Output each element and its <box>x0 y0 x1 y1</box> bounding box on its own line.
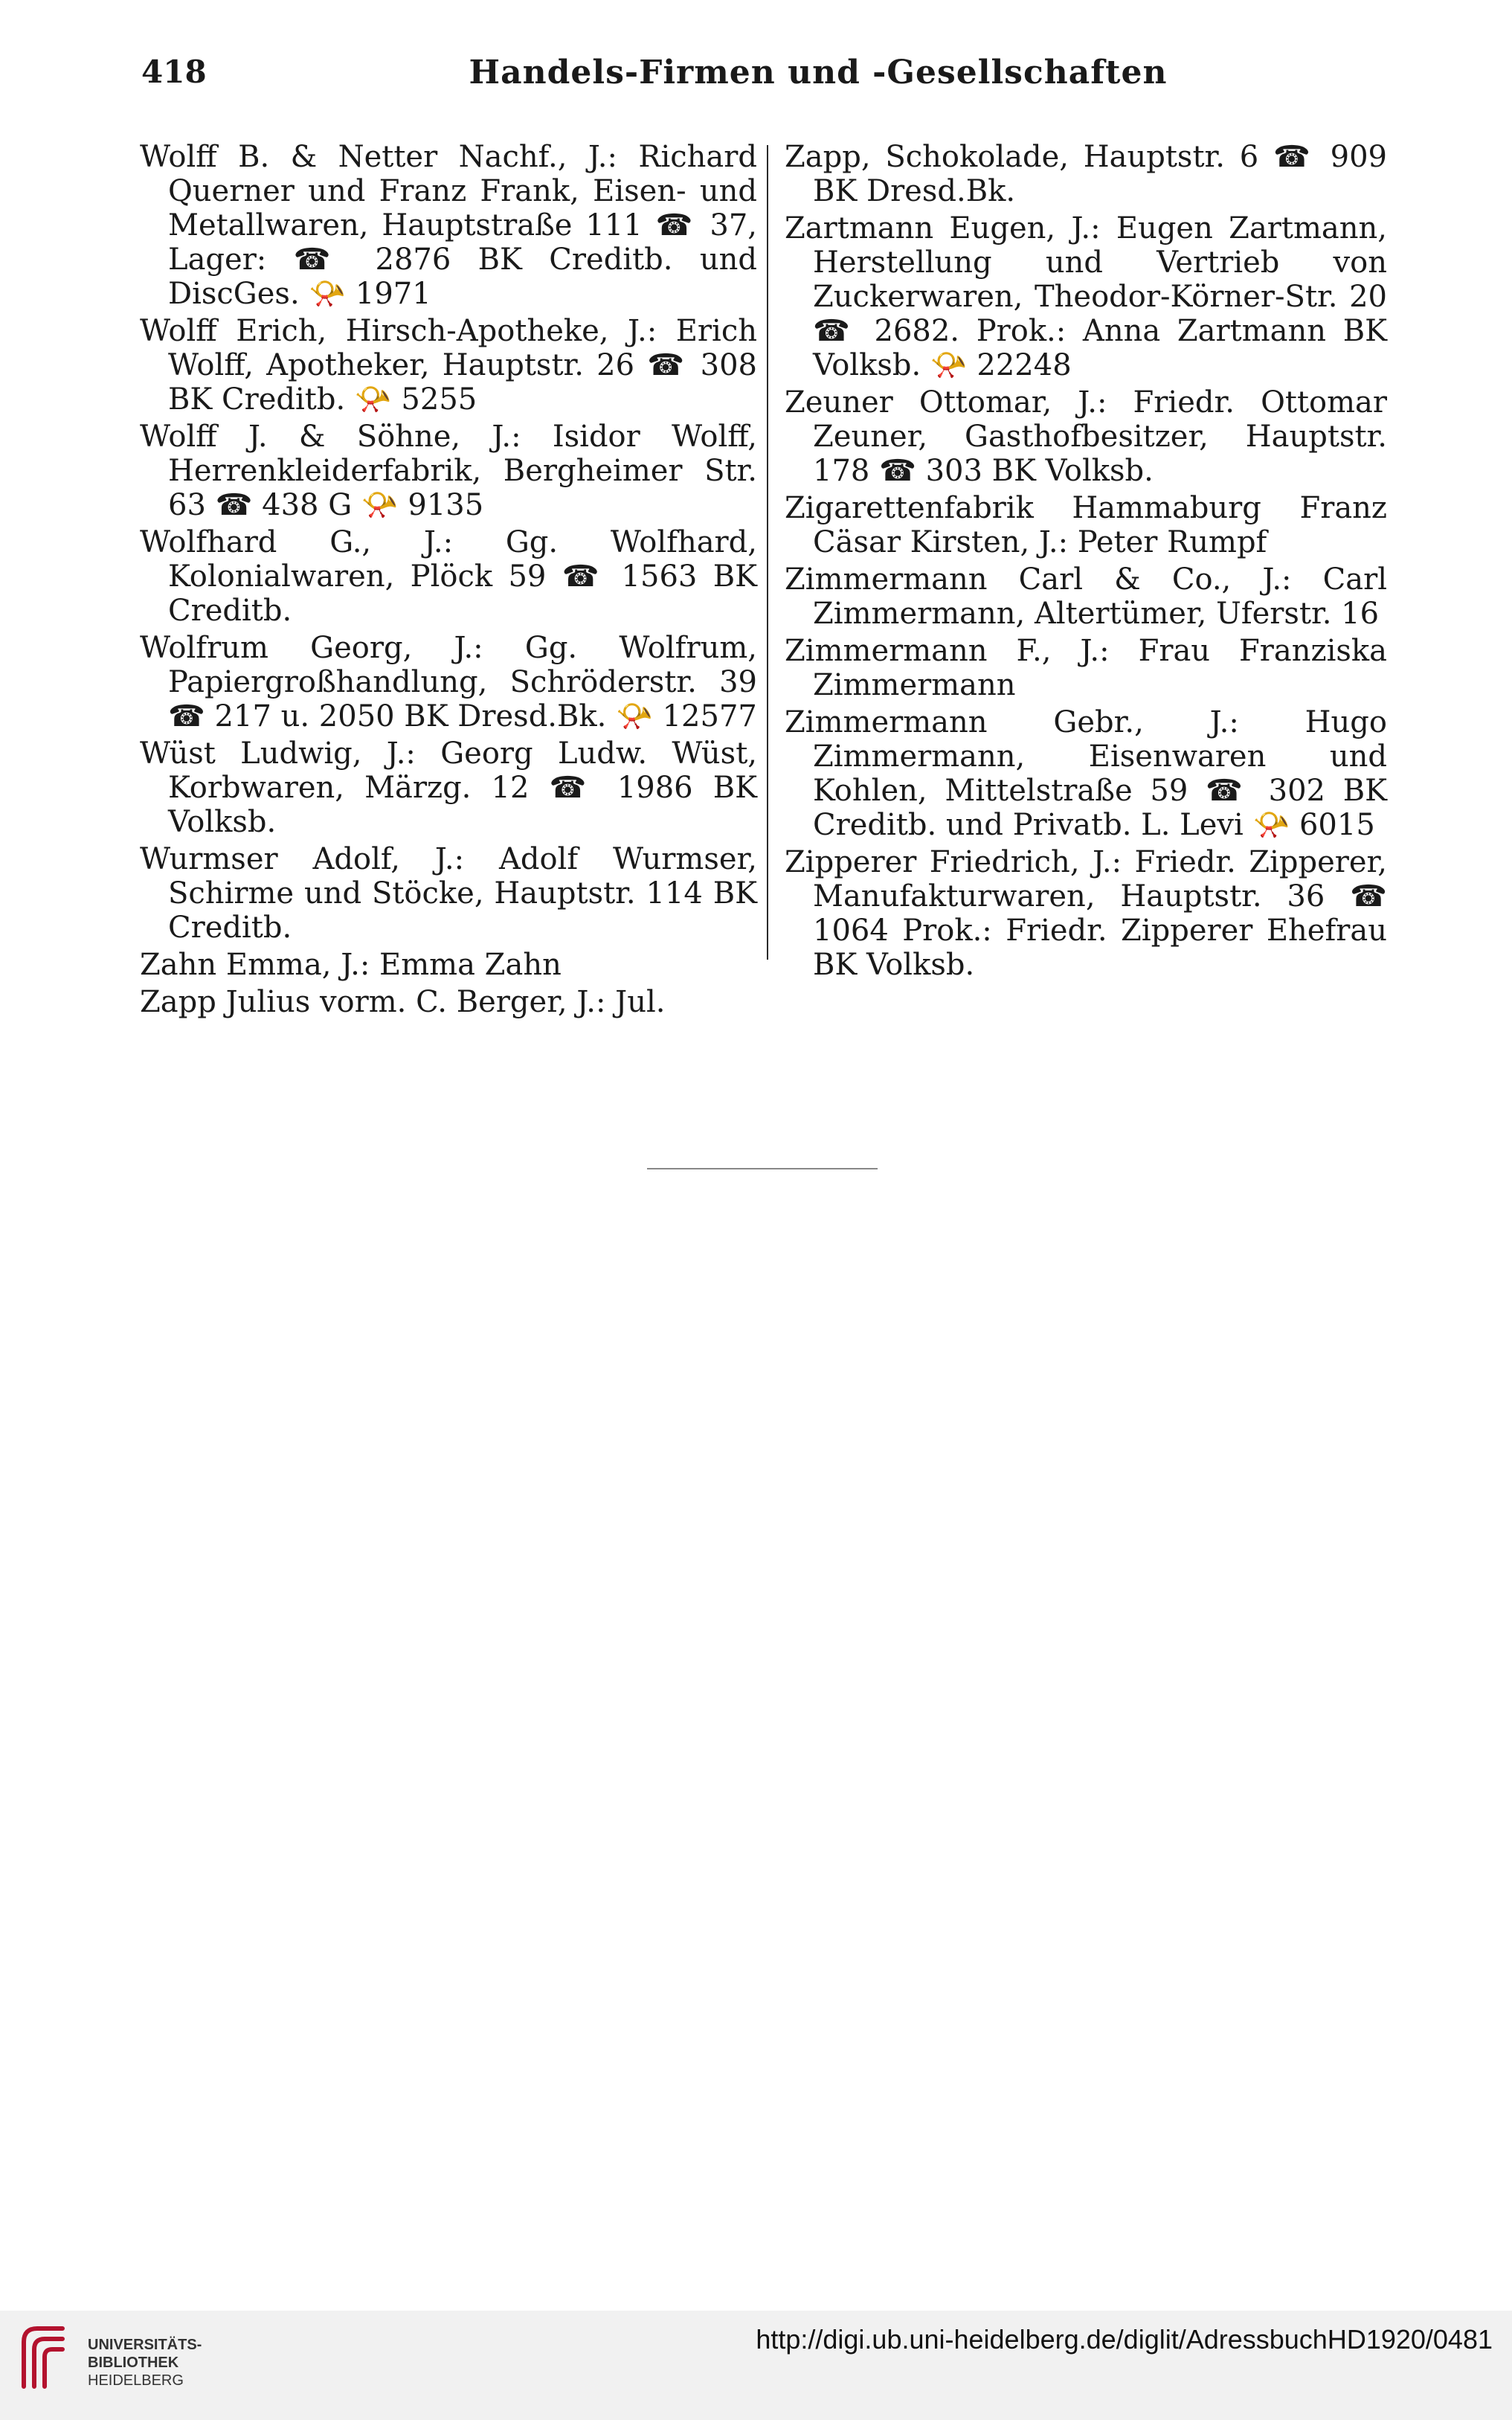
directory-entry: Zeuner Ottomar, J.: Friedr. Ottomar Zeuner, Gasthofbesitzer, Hauptstr. 178 ☎ 303 BK Volksb. <box>785 385 1387 488</box>
library-name-line: HEIDELBERG <box>88 2372 184 2389</box>
page-end-rule <box>647 1168 878 1169</box>
directory-entry: Zipperer Friedrich, J.: Friedr. Zipperer, Manufakturwaren, Hauptstr. 36 ☎ 1064 Prok.: Friedr. Zipperer Ehefrau BK Volksb. <box>785 845 1387 982</box>
library-name-line: UNIVERSITÄTS- <box>88 2337 202 2353</box>
directory-entry: Zapp, Schokolade, Hauptstr. 6 ☎ 909 BK Dresd.Bk. <box>785 140 1387 208</box>
directory-entry: Zigarettenfabrik Hammaburg Franz Cäsar Kirsten, J.: Peter Rumpf <box>785 491 1387 559</box>
directory-entry: Zimmermann Gebr., J.: Hugo Zimmermann, Eisenwaren und Kohlen, Mittelstraße 59 ☎ 302 BK Creditb. und Privatb. L. Levi 📯 6015 <box>785 705 1387 842</box>
right-column <box>785 140 1387 985</box>
column-divider <box>767 145 768 960</box>
directory-entry: Zartmann Eugen, J.: Eugen Zartmann, Herstellung und Vertrieb von Zuckerwaren, Theodor-Körner-Str. 20 ☎ 2682. Prok.: Anna Zartmann BK Volksb. 📯 22248 <box>785 211 1387 382</box>
directory-entry: Wolfhard G., J.: Gg. Wolfhard, Kolonialwaren, Plöck 59 ☎ 1563 BK Creditb. <box>140 525 757 628</box>
directory-entry: Wolfrum Georg, J.: Gg. Wolfrum, Papiergroßhandlung, Schröderstr. 39 ☎ 217 u. 2050 BK Dresd.Bk. 📯 12577 <box>140 631 757 734</box>
directory-entry: Wüst Ludwig, J.: Georg Ludw. Wüst, Korbwaren, Märzg. 12 ☎ 1986 BK Volksb. <box>140 736 757 839</box>
directory-entry: Wurmser Adolf, J.: Adolf Wurmser, Schirme und Stöcke, Hauptstr. 114 BK Creditb. <box>140 842 757 945</box>
directory-entry: Zahn Emma, J.: Emma Zahn <box>140 948 562 982</box>
directory-entry: Zapp Julius vorm. C. Berger, J.: Jul. <box>140 985 666 1019</box>
library-name-line: BIBLIOTHEK <box>88 2355 179 2371</box>
library-name <box>88 2336 202 2389</box>
directory-entry: Zimmermann F., J.: Frau Franziska Zimmermann <box>785 634 1387 702</box>
directory-entry: Zimmermann Carl & Co., J.: Carl Zimmermann, Altertümer, Uferstr. 16 <box>785 562 1387 631</box>
running-title: Handels-Firmen und -Gesellschaften <box>469 54 1168 92</box>
source-url-link[interactable]: http://digi.ub.uni-heidelberg.de/diglit/AdressbuchHD1920/0481 <box>756 2324 1493 2355</box>
directory-entry: Wolff Erich, Hirsch-Apotheke, J.: Erich Wolff, Apotheker, Hauptstr. 26 ☎ 308 BK Creditb. 📯 5255 <box>140 314 757 417</box>
left-column <box>140 140 757 1022</box>
library-logo-icon <box>16 2320 76 2394</box>
directory-entry: Wolff B. & Netter Nachf., J.: Richard Querner und Franz Frank, Eisen- und Metallwaren, Hauptstraße 111 ☎ 37, Lager: ☎ 2876 BK Creditb. und DiscGes. 📯 1971 <box>140 140 757 311</box>
directory-entry: Wolff J. & Söhne, J.: Isidor Wolff, Herrenkleiderfabrik, Bergheimer Str. 63 ☎ 438 G 📯 9135 <box>140 420 757 522</box>
page-number: 418 <box>141 54 207 90</box>
